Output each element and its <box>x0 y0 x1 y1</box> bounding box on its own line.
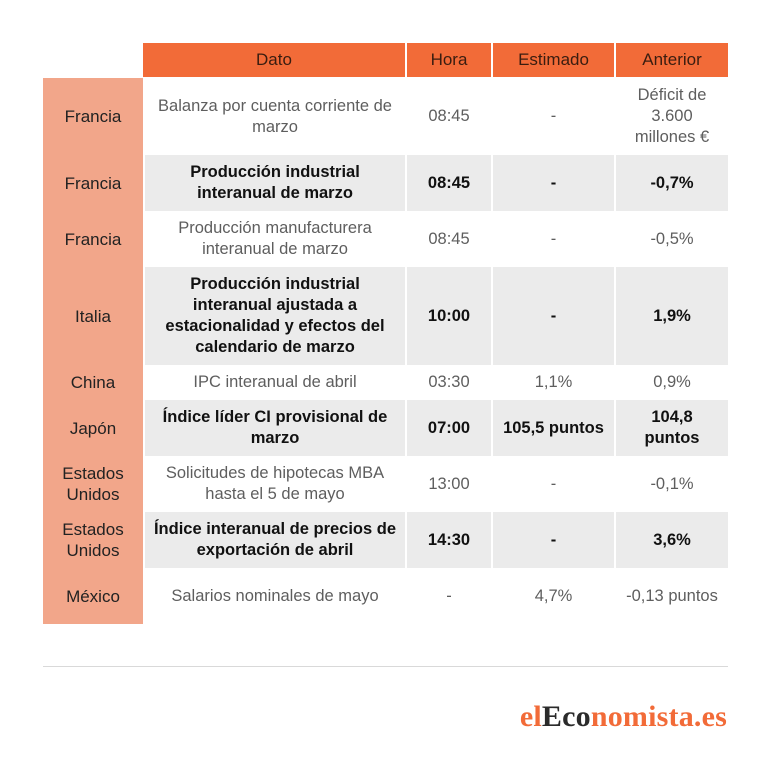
cell-dato: Balanza por cuenta corriente de marzo <box>158 96 392 136</box>
cell-country: Italia <box>43 267 143 365</box>
cell-estimado: - <box>493 512 614 568</box>
cell-dato: Producción manufacturera interanual de marzo <box>178 219 372 258</box>
cell-estimado: - <box>493 155 614 211</box>
cell-estimado: 4,7% <box>534 586 573 605</box>
cell-estimado: - <box>493 267 614 365</box>
cell-hora: 07:00 <box>407 400 491 456</box>
cell-anterior: -0,7% <box>616 155 728 211</box>
cell-anterior: -0,5% <box>650 229 694 248</box>
cell-dato: Solicitudes de hipotecas MBA hasta el 5 de mayo <box>165 464 385 503</box>
cell-anterior: 1,9% <box>616 267 728 365</box>
table-row <box>43 456 728 512</box>
table-row <box>43 78 728 155</box>
cell-anterior: 0,9% <box>653 373 691 391</box>
logo-el: el <box>519 700 542 733</box>
cell-country: Francia <box>43 155 143 211</box>
cell-estimado: - <box>550 474 557 493</box>
eleconomista-logo <box>520 700 727 734</box>
cell-dato: Salarios nominales de mayo <box>171 586 379 605</box>
cell-dato: IPC interanual de abril <box>193 373 357 391</box>
cell-estimado: 105,5 puntos <box>493 400 614 456</box>
header-hora: Hora <box>407 43 491 77</box>
cell-hora: 08:45 <box>428 107 470 125</box>
cell-anterior: 3,6% <box>616 512 728 568</box>
table-row <box>43 512 728 568</box>
cell-country: Estados Unidos <box>43 512 143 568</box>
header-dato: Dato <box>143 43 405 77</box>
cell-anterior: Déficit de 3.600 millones € <box>634 86 710 146</box>
cell-country: Japón <box>43 400 143 456</box>
table-header-row <box>43 43 728 77</box>
table-row <box>43 365 728 400</box>
table-row <box>43 211 728 267</box>
header-estimado: Estimado <box>493 43 614 77</box>
table-row <box>43 400 728 456</box>
table-row <box>43 568 728 624</box>
table-row <box>43 267 728 365</box>
cell-country: Francia <box>43 78 143 155</box>
cell-hora: 03:30 <box>428 373 470 391</box>
cell-anterior: 104,8 puntos <box>616 400 728 456</box>
cell-country: México <box>43 568 143 624</box>
cell-dato: Producción industrial interanual ajustada a estacionalidad y efectos del calendario de marzo <box>145 267 405 365</box>
cell-hora: 08:45 <box>407 155 491 211</box>
cell-anterior: -0,1% <box>650 474 694 493</box>
cell-hora: 08:45 <box>428 229 470 248</box>
cell-estimado: - <box>550 229 557 248</box>
logo-eco: Eco <box>541 700 591 733</box>
cell-estimado: - <box>550 107 557 125</box>
cell-country: China <box>43 365 143 400</box>
cell-hora: 10:00 <box>407 267 491 365</box>
cell-country: Estados Unidos <box>43 456 143 512</box>
cell-country: Francia <box>43 211 143 267</box>
cell-hora: 13:00 <box>428 474 470 493</box>
cell-hora: 14:30 <box>407 512 491 568</box>
cell-dato: Índice líder CI provisional de marzo <box>145 400 405 456</box>
divider <box>43 666 728 667</box>
cell-dato: Producción industrial interanual de marzo <box>145 155 405 211</box>
table-row <box>43 155 728 211</box>
cell-estimado: 1,1% <box>534 373 573 391</box>
header-anterior: Anterior <box>616 43 728 77</box>
cell-dato: Índice interanual de precios de exportación de abril <box>145 512 405 568</box>
cell-anterior: -0,13 puntos <box>626 586 718 605</box>
cell-hora: - <box>446 586 452 605</box>
logo-nomista: nomista.es <box>590 700 727 733</box>
